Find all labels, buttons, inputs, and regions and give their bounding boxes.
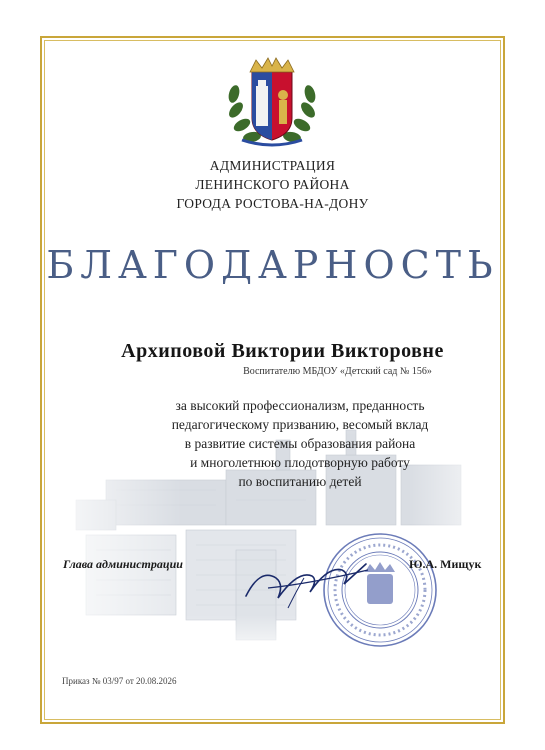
recipient-position: Воспитателю МБДОУ «Детский сад № 156»: [243, 366, 432, 377]
reason-line-3: в развитие системы образования района: [184, 436, 416, 451]
reason-line-1: за высокий профессионализм, преданность: [175, 398, 425, 413]
order-reference: Приказ № 03/97 от 20.08.2026: [62, 676, 177, 686]
coat-of-arms-icon: [222, 50, 322, 150]
issuer-line-3: ГОРОДА РОСТОВА-НА-ДОНУ: [176, 196, 369, 211]
issuer-line-2: ЛЕНИНСКОГО РАЙОНА: [195, 177, 350, 192]
signatory-role: Глава администрации: [63, 557, 183, 571]
handwritten-signature: [238, 548, 378, 618]
signatory-name: Ю.А. Мищук: [409, 557, 482, 571]
recipient-name: Архиповой Виктории Викторовне: [121, 340, 444, 362]
issuer-line-1: АДМИНИСТРАЦИЯ: [209, 158, 336, 173]
reason-line-2: педагогическому призванию, весомый вклад: [171, 417, 429, 432]
reason-line-4: и многолетнюю плодотворную работу: [190, 455, 410, 470]
certificate-title: БЛАГОДАРНОСТЬ: [46, 243, 499, 287]
reason-line-5: по воспитанию детей: [238, 474, 362, 489]
